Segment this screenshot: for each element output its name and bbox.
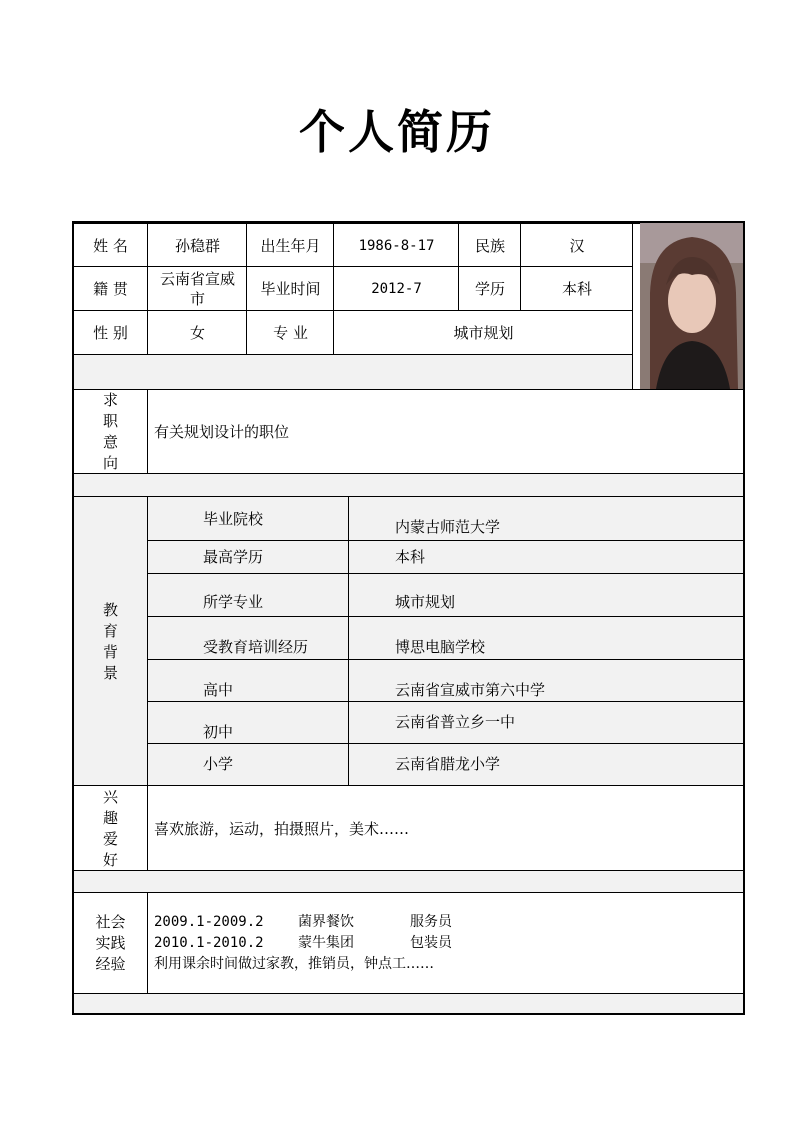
education-value: 云南省宣威市第六中学: [348, 659, 745, 702]
intent-label: 求 职 意 向: [72, 389, 148, 474]
degree-value: 本科: [520, 266, 633, 311]
grad-label: 毕业时间: [246, 266, 334, 311]
profile-photo: [640, 223, 744, 389]
name-label: 姓 名: [72, 223, 148, 267]
education-key: 高中: [147, 659, 349, 702]
education-value: 博思电脑学校: [348, 616, 745, 660]
native-label: 籍 贯: [72, 266, 148, 311]
practice-content: [147, 892, 745, 994]
practice-label: 社会 实践 经验: [72, 892, 148, 994]
grad-value: 2012-7: [333, 266, 459, 311]
blank-row: [72, 870, 745, 893]
education-key: 所学专业: [147, 573, 349, 617]
blank-row: [72, 354, 633, 390]
degree-label: 学历: [458, 266, 521, 311]
name-value: 孙稳群: [147, 223, 247, 267]
practice-note: 利用课余时间做过家教，推销员，钟点工……: [154, 956, 434, 972]
education-value: 云南省腊龙小学: [348, 743, 745, 786]
education-value: 内蒙古师范大学: [348, 496, 745, 541]
birth-label: 出生年月: [246, 223, 334, 267]
gender-value: 女: [147, 310, 247, 355]
education-key: 毕业院校: [147, 496, 349, 541]
education-value: 本科: [348, 540, 745, 574]
hobby-value: 喜欢旅游，运动，拍摄照片，美术……: [147, 785, 745, 871]
gender-label: 性 别: [72, 310, 148, 355]
ethnic-value: 汉: [520, 223, 633, 267]
education-key: 小学: [147, 743, 349, 786]
native-value: 云南省宣威市: [147, 266, 247, 311]
practice-entry: 2010.1-2010.2 蒙牛集团 包装员: [154, 935, 452, 951]
education-key: 受教育培训经历: [147, 616, 349, 660]
page-title: 个人简历: [299, 105, 495, 159]
intent-value: 有关规划设计的职位: [147, 389, 745, 474]
blank-row: [72, 993, 745, 1015]
major-label: 专 业: [246, 310, 334, 355]
education-value: 云南省普立乡一中: [348, 701, 745, 744]
education-value: 城市规划: [348, 573, 745, 617]
education-label: 教 育 背 景: [72, 496, 148, 786]
education-key: 初中: [147, 701, 349, 744]
birth-value: 1986-8-17: [333, 223, 459, 267]
ethnic-label: 民族: [458, 223, 521, 267]
practice-entry: 2009.1-2009.2 菌界餐饮 服务员: [154, 914, 452, 930]
hobby-label: 兴 趣 爱 好: [72, 785, 148, 871]
major-value: 城市规划: [333, 310, 633, 355]
blank-row: [72, 473, 745, 497]
education-key: 最高学历: [147, 540, 349, 574]
